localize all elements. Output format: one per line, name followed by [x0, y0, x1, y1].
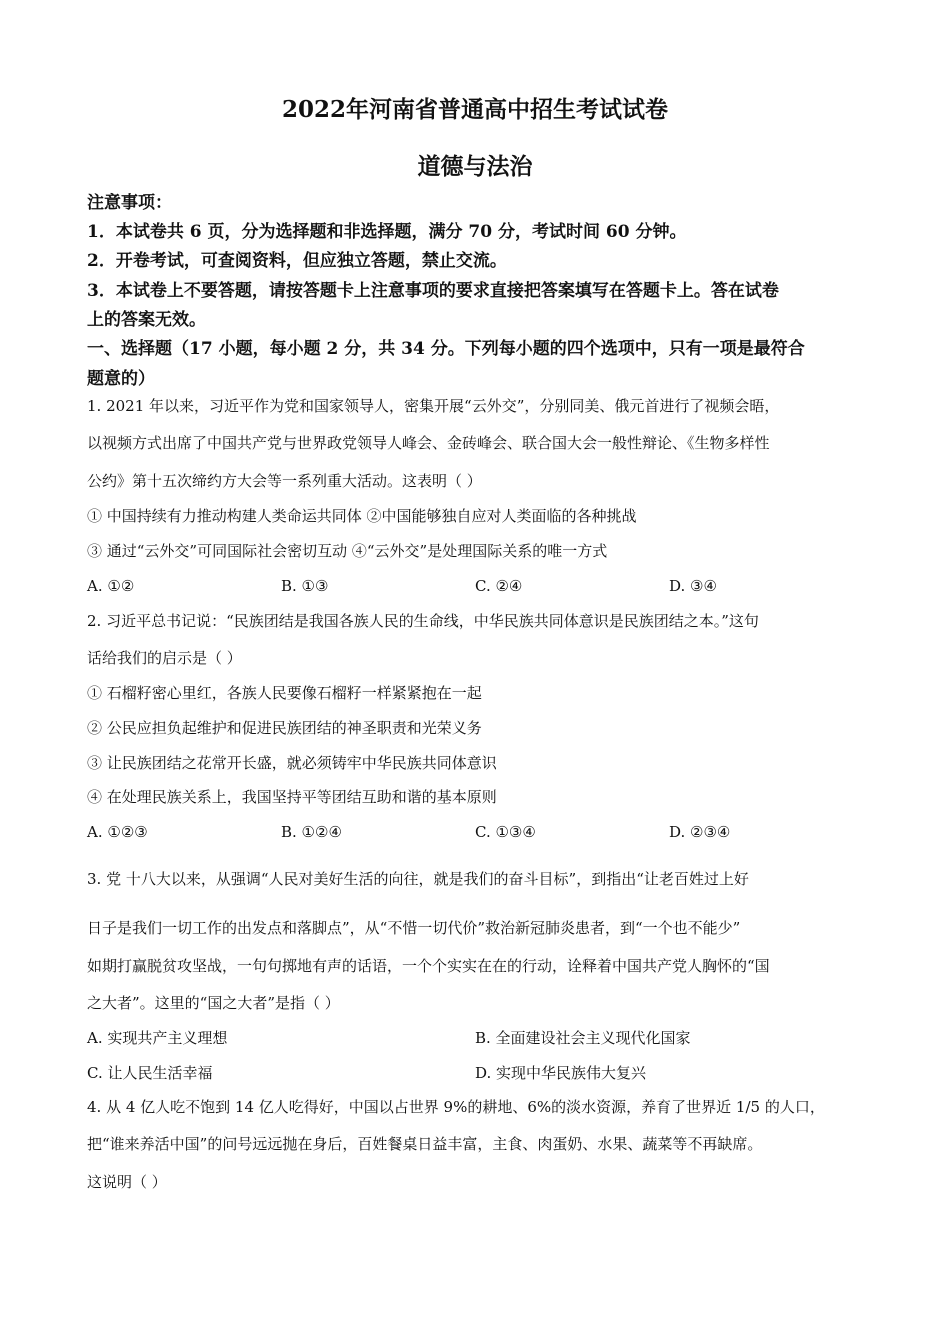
section-heading: 一、选择题（17 小题，每小题 2 分，共 34 分。下列每小题的四个选项中，只有一项是最符合 — [87, 339, 805, 359]
question-2-option-a[interactable]: A. ①②③ — [87, 823, 148, 841]
question-2-statement: ① 石榴籽密心里红，各族人民要像石榴籽一样紧紧抱在一起 — [87, 684, 482, 702]
notice-item: 3．本试卷上不要答题，请按答题卡上注意事项的要求直接把答案填写在答题卡上。答在试卷 — [87, 281, 779, 301]
question-2-statement: ④ 在处理民族关系上，我国坚持平等团结互助和谐的基本原则 — [87, 788, 497, 806]
question-3-option-d[interactable]: D. 实现中华民族伟大复兴 — [475, 1064, 647, 1082]
question-1-text: 以视频方式出席了中国共产党与世界政党领导人峰会、金砖峰会、联合国大会一般性辩论、《生物多样性 — [87, 434, 770, 452]
question-3-text: 如期打赢脱贫攻坚战，一句句掷地有声的话语，一个个实实在在的行动，诠释着中国共产党人胸怀的“国 — [87, 957, 770, 975]
question-2-statement: ③ 让民族团结之花常开长盛，就必须铸牢中华民族共同体意识 — [87, 754, 497, 772]
question-4-text: 4. 从 4 亿人吃不饱到 14 亿人吃得好，中国以占世界 9%的耕地、6%的淡水资源，养育了世界近 1/5 的人口， — [87, 1098, 825, 1116]
question-3-text: 日子是我们一切工作的出发点和落脚点”，从“不惜一切代价”救治新冠肺炎患者，到“一个也不能少” — [87, 919, 741, 937]
question-1-statement: ① 中国持续有力推动构建人类命运共同体 ②中国能够独自应对人类面临的各种挑战 — [87, 507, 637, 525]
notice-item: 上的答案无效。 — [87, 310, 206, 330]
question-1-option-d[interactable]: D. ③④ — [669, 577, 717, 595]
question-3-text: 3. 党 十八大以来，从强调“人民对美好生活的向往，就是我们的奋斗目标”，到指出“让老百姓过上好 — [87, 870, 749, 888]
question-1-option-c[interactable]: C. ②④ — [475, 577, 523, 595]
question-1-option-a[interactable]: A. ①② — [87, 577, 135, 595]
question-2-option-d[interactable]: D. ②③④ — [669, 823, 731, 841]
question-1-option-b[interactable]: B. ①③ — [281, 577, 329, 595]
question-3-text: 之大者”。这里的“国之大者”是指（ ） — [87, 994, 340, 1012]
question-3-option-b[interactable]: B. 全面建设社会主义现代化国家 — [475, 1029, 691, 1047]
question-2-option-b[interactable]: B. ①②④ — [281, 823, 342, 841]
question-4-text: 这说明（ ） — [87, 1173, 167, 1191]
subject-title: 道德与法治 — [417, 153, 533, 180]
question-3-option-c[interactable]: C. 让人民生活幸福 — [87, 1064, 213, 1082]
section-heading: 题意的） — [87, 369, 155, 389]
question-3-option-a[interactable]: A. 实现共产主义理想 — [87, 1029, 228, 1047]
question-4-text: 把“谁来养活中国”的问号远远抛在身后，百姓餐桌日益丰富，主食、肉蛋奶、水果、蔬菜等不再缺席。 — [87, 1135, 763, 1153]
question-2-text: 2. 习近平总书记说：“民族团结是我国各族人民的生命线，中华民族共同体意识是民族团结之本。”这句 — [87, 612, 759, 630]
question-1-text: 1. 2021 年以来，习近平作为党和国家领导人，密集开展“云外交”，分别同美、俄元首进行了视频会晤， — [87, 397, 780, 415]
question-2-text: 话给我们的启示是（ ） — [87, 649, 242, 667]
question-2-statement: ② 公民应担负起维护和促进民族团结的神圣职责和光荣义务 — [87, 719, 482, 737]
exam-title: 2022年河南省普通高中招生考试试卷 — [281, 96, 668, 123]
notice-item: 2．开卷考试，可查阅资料，但应独立答题，禁止交流。 — [87, 251, 507, 271]
question-2-option-c[interactable]: C. ①③④ — [475, 823, 536, 841]
question-1-statement: ③ 通过“云外交”可同国际社会密切互动 ④“云外交”是处理国际关系的唯一方式 — [87, 542, 608, 560]
notice-item: 1．本试卷共 6 页，分为选择题和非选择题，满分 70 分，考试时间 60 分钟。 — [87, 222, 687, 242]
notice-heading: 注意事项： — [87, 193, 172, 213]
question-1-text: 公约》第十五次缔约方大会等一系列重大活动。这表明（ ） — [87, 472, 482, 490]
